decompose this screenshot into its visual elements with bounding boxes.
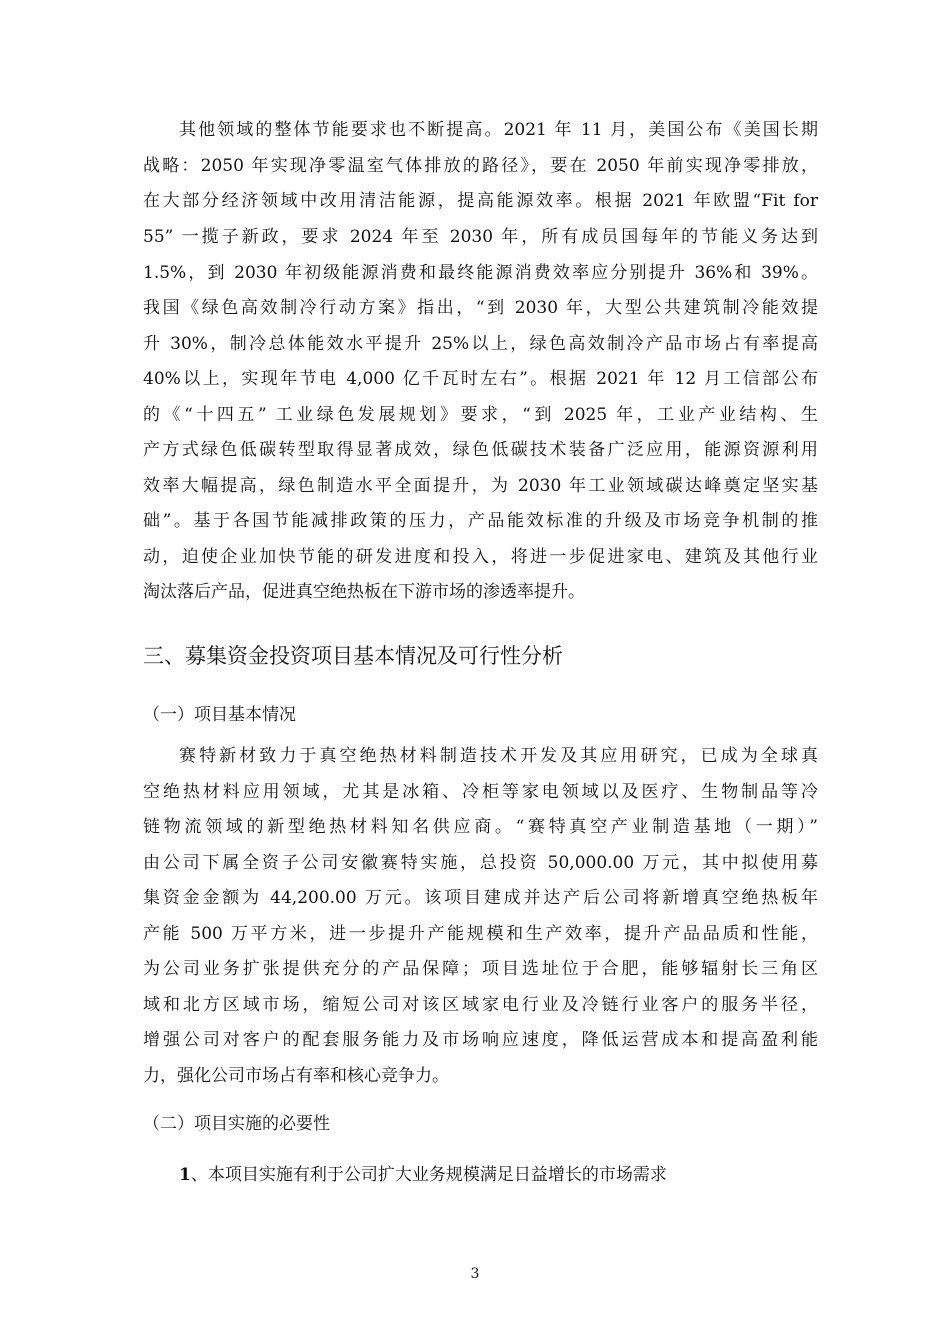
text-line: 战略：2050 年实现净零温室气体排放的路径》，要在 2050 年前实现净零排放， [143, 156, 818, 176]
text-line: 力，强化公司市场占有率和核心竞争力。 [143, 1066, 449, 1086]
text-line: 赛特新材致力于真空绝热材料制造技术开发及其应用研究，已成为全球真 [179, 746, 818, 766]
text-line: 增强公司对客户的配套服务能力及市场响应速度，降低运营成本和提高盈利能 [143, 1030, 818, 1050]
text-line: 域和北方区域市场，缩短公司对该区域家电行业及冷链行业客户的服务半径， [143, 995, 818, 1015]
text-line: 产能 500 万平方米，进一步提升产能规模和生产效率，提升产品品质和性能， [143, 924, 818, 944]
text-line: 我国《绿色高效制冷行动方案》指出，“到 2030 年，大型公共建筑制冷能效提 [143, 298, 818, 318]
text-line: 础”。基于各国节能减排政策的压力，产品能效标准的升级及市场竞争机制的推 [143, 511, 818, 531]
page-number: 3 [470, 1266, 480, 1282]
text-line: 效率大幅提高，绿色制造水平全面提升，为 2030 年工业领域碳达峰奠定坚实基 [143, 476, 818, 496]
section-heading: 三、募集资金投资项目基本情况及可行性分析 [143, 644, 563, 668]
text-line: 在大部分经济领域中改用清洁能源，提高能源效率。根据 2021 年欧盟“Fit for [143, 191, 818, 211]
text-line: 55” 一揽子新政，要求 2024 年至 2030 年，所有成员国每年的节能义务达到 [143, 227, 818, 247]
subheading-necessity: （二）项目实施的必要性 [143, 1114, 330, 1134]
text-line: 产方式绿色低碳转型取得显著成效，绿色低碳技术装备广泛应用，能源资源利用 [143, 440, 818, 460]
text-line: 由公司下属全资子公司安徽赛特实施，总投资 50,000.00 万元，其中拟使用募 [143, 853, 818, 873]
text-line: 链物流领域的新型绝热材料知名供应商。“赛特真空产业制造基地（一期）” [143, 817, 818, 837]
text-line: 为公司业务扩张提供充分的产品保障；项目选址位于合肥，能够辐射长三角区 [143, 959, 818, 979]
text-line: 40%以上，实现年节电 4,000 亿千瓦时左右”。根据 2021 年 12 月工信部公布 [143, 369, 818, 389]
text-line: 1.5%，到 2030 年初级能源消费和最终能源消费效率应分别提升 36%和 39%。 [143, 263, 818, 283]
text-line: 淘汰落后产品，促进真空绝热板在下游市场的渗透率提升。 [143, 582, 585, 602]
text-line: 动，迫使企业加快节能的研发进度和投入，将进一步促进家电、建筑及其他行业 [143, 547, 818, 567]
item-text: 、本项目实施有利于公司扩大业务规模满足日益增长的市场需求 [190, 1165, 667, 1185]
text-line: 其他领域的整体节能要求也不断提高。2021 年 11 月，美国公布《美国长期 [179, 120, 818, 140]
text-line: 集资金金额为 44,200.00 万元。该项目建成并达产后公司将新增真空绝热板年 [143, 888, 818, 908]
text-line: 升 30%，制冷总体能效水平提升 25%以上，绿色高效制冷产品市场占有率提高 [143, 334, 818, 354]
subheading-project-overview: （一）项目基本情况 [143, 705, 296, 725]
text-line: 空绝热材料应用领域，尤其是冰箱、冷柜等家电领域以及医疗、生物制品等冷 [143, 782, 818, 802]
item-number: 1 [179, 1165, 191, 1185]
numbered-item [179, 1163, 667, 1187]
text-line: 的《“十四五” 工业绿色发展规划》要求，“到 2025 年，工业产业结构、生 [143, 405, 818, 425]
